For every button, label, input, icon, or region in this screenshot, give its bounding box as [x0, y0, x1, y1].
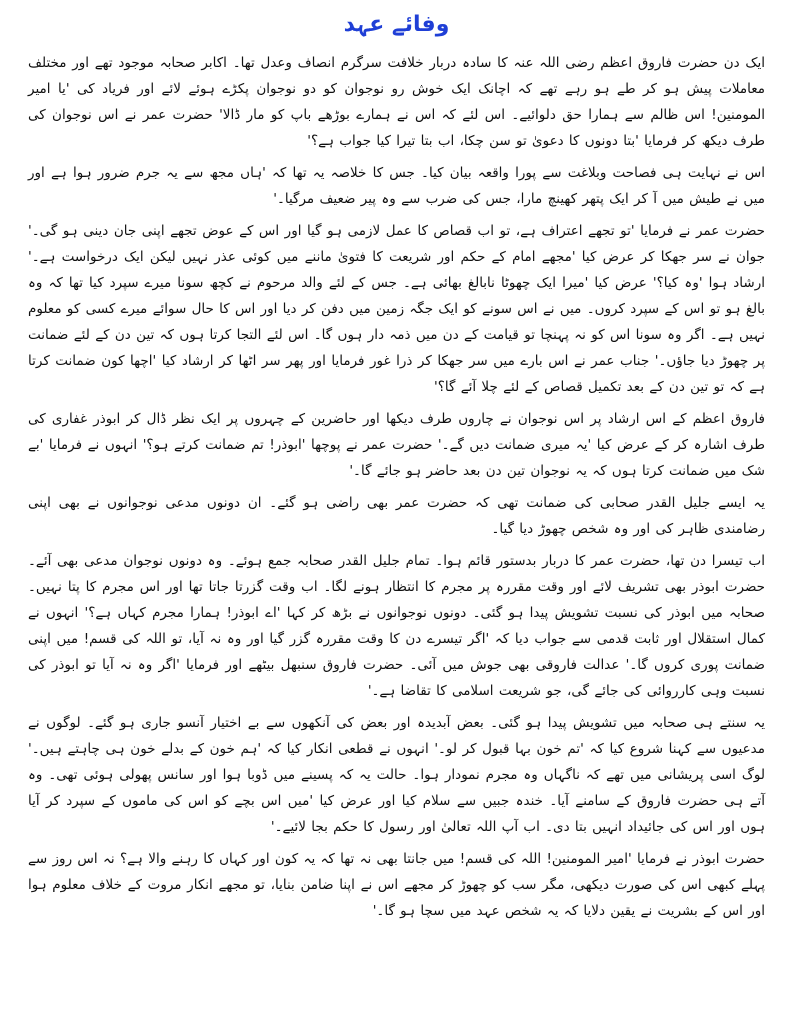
paragraph: فاروق اعظم کے اس ارشاد پر اس نوجوان نے چاروں طرف دیکھا اور حاضرین کے چہروں پر ایک نظر ڈال کر ابوذر غفاری کی طرف اشارہ کر کے عرض کیا 'یہ میری ضمانت دیں گے۔' حضرت عمر نے پوچھا 'ابوذر! تم ضمانت کرتے ہو؟' انہوں نے فرمایا 'بے شک میں ضمانت کرتا ہوں کہ یہ نوجوان تین دن بعد حاضر ہو جائے گا۔': [28, 411, 765, 479]
paragraph: یہ ایسے جلیل القدر صحابی کی ضمانت تھی کہ حضرت عمر بھی راضی ہو گئے۔ ان دونوں مدعی نوجوانوں نے بھی اپنی رضامندی ظاہر کی اور وہ شخص چھوڑ دیا گیا۔: [28, 495, 765, 537]
paragraph: یہ سنتے ہی صحابہ میں تشویش پیدا ہو گئی۔ بعض آبدیدہ اور بعض کی آنکھوں سے بے اختیار آنسو جاری ہو گئے۔ لوگوں نے مدعیوں سے کہنا شروع کیا کہ 'تم خون بہا قبول کر لو۔' انہوں نے قطعی انکار کیا کہ 'ہم خون کے بدلے خون ہی چاہتے ہیں۔' لوگ اسی پریشانی میں تھے کہ ناگہاں وہ مجرم نمودار ہوا۔ حالت یہ کہ پسینے میں ڈوبا ہوا اور سانس پھولی ہوئی تھی۔ وہ آتے ہی حضرت فاروق کے سامنے آیا۔ خندہ جبیں سے سلام کیا اور عرض کیا 'میں اس بچے کو اس کی ماموں کے سپرد کر آیا ہوں اور اس کی جائیداد انہیں بتا دی۔ اب آپ اللہ تعالیٰ اور رسول کا حکم بجا لائیے۔': [28, 715, 765, 835]
paragraph: اس نے نہایت ہی فصاحت وبلاغت سے پورا واقعہ بیان کیا۔ جس کا خلاصہ یہ تھا کہ 'ہاں مجھ سے یہ جرم ضرور ہوا ہے اور میں نے طیش میں آ کر ایک پتھر کھینچ مارا، جس کی ضرب سے وہ پیر ضعیف مرگیا۔': [28, 165, 765, 207]
document-title: وفائے عہد: [343, 12, 450, 37]
paragraph: حضرت عمر نے فرمایا 'تو تجھے اعتراف ہے، تو اب قصاص کا عمل لازمی ہو گیا اور اس کے عوض تجھے اپنی جان دینی ہو گی۔' جوان نے سر جھکا کر عرض کیا 'مجھے امام کے حکم اور شریعت کا فتویٰ ماننے میں کوئی عذر نہیں لیکن ایک درخواست ہے۔' ارشاد ہوا 'وہ کیا؟' عرض کیا 'میرا ایک چھوٹا نابالغ بھائی ہے۔ جس کے لئے والد مرحوم نے کچھ سونا میرے سپرد کیا تھا کہ وہ بالغ ہو تو اس کے سپرد کروں۔ میں نے اس سونے کو ایک جگہ زمین میں دفن کر دیا اور اس کا حال سوائے میرے کسی کو معلوم نہیں ہے۔ اگر وہ سونا اس کو نہ پہنچا تو قیامت کے دن میں ذمہ دار ہوں گا۔ اس لئے التجا کرتا ہوں کہ تین دن کے لئے ضمانت پر چھوڑ دیا جاؤں۔' جناب عمر نے اس بارے میں سر جھکا کر ذرا غور فرمایا اور پھر سر اٹھا کر ارشاد کیا 'اچھا کون ضمانت کرتا ہے کہ تو تین دن کے بعد تکمیل قصاص کے لئے چلا آئے گا؟': [28, 223, 765, 395]
paragraph: اب تیسرا دن تھا، حضرت عمر کا دربار بدستور قائم ہوا۔ تمام جلیل القدر صحابہ جمع ہوئے۔ وہ دونوں نوجوان مدعی بھی آئے۔ حضرت ابوذر بھی تشریف لائے اور وقت مقررہ پر مجرم کا انتظار ہونے لگا۔ اب وقت گزرتا جاتا تھا اور اس مجرم کا پتا نہیں۔ صحابہ میں ابوذر کی نسبت تشویش پیدا ہو گئی۔ دونوں نوجوانوں نے بڑھ کر کہا 'اے ابوذر! ہمارا مجرم کہاں ہے؟' انہوں نے کمال استقلال اور ثابت قدمی سے جواب دیا کہ 'اگر تیسرے دن کا وقت مقررہ گزر گیا اور وہ نہ آیا، تو اللہ کی قسم! میں اپنی ضمانت پوری کروں گا۔' عدالت فاروقی بھی جوش میں آئی۔ حضرت فاروق سنبھل بیٹھے اور فرمایا 'اگر وہ نہ آیا تو ابوذر کی نسبت وہی کارروائی کی جائے گی، جو شریعت اسلامی کا تقاضا ہے۔': [28, 553, 765, 699]
paragraph: ایک دن حضرت فاروق اعظم رضی اللہ عنہ کا سادہ دربار خلافت سرگرم انصاف وعدل تھا۔ اکابر صحابہ موجود تھے اور مختلف معاملات پیش ہو کر طے ہو رہے تھے کہ اچانک ایک خوش رو نوجوان کو دو نوجوان پکڑے ہوئے لائے اور فریاد کی 'یا امیر المومنین! اس ظالم سے ہمارا حق دلوائیے۔ اس لئے کہ اس نے ہمارے بوڑھے باپ کو مار ڈالا' حضرت عمر نے اس نوجوان کی طرف دیکھ کر فرمایا 'بتا دونوں کا دعویٰ تو سن چکا، اب بتا تیرا کیا جواب ہے؟': [28, 55, 765, 149]
paragraph: حضرت ابوذر نے فرمایا 'امیر المومنین! اللہ کی قسم! میں جانتا بھی نہ تھا کہ یہ کون اور کہاں کا رہنے والا ہے؟ نہ اس روز سے پہلے کبھی اس کی صورت دیکھی، مگر سب کو چھوڑ کر مجھے اس نے اپنا ضامن بنایا، تو مجھے انکار مروت کے خلاف معلوم ہوا اور اس کے بشریت نے یقین دلایا کہ یہ شخص عہد میں سچا ہو گا۔': [28, 851, 765, 919]
